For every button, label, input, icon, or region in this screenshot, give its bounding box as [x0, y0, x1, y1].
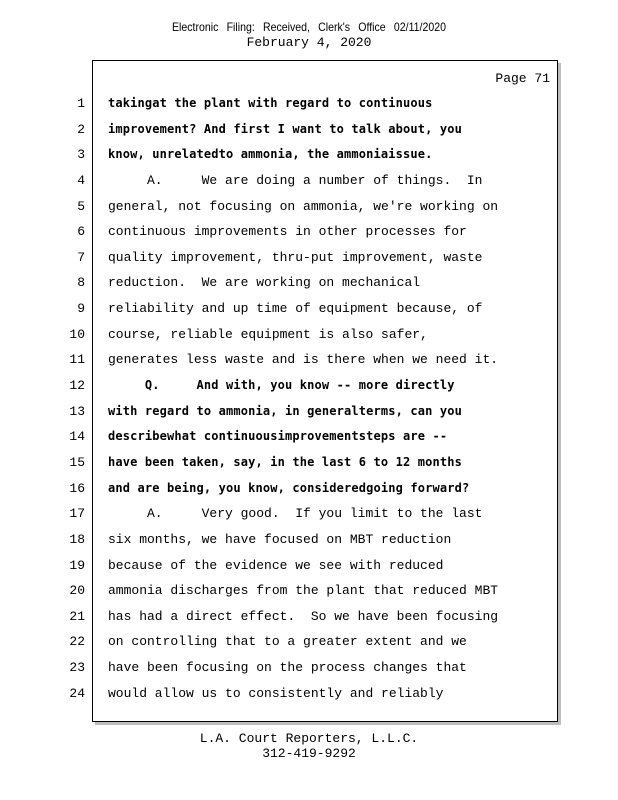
line-text: A. We are doing a number of things. In	[108, 172, 483, 188]
transcript-line	[0, 347, 618, 373]
transcript-line	[0, 270, 618, 296]
line-text: ammonia discharges from the plant that reduced MBT	[108, 583, 499, 599]
line-number: 21	[69, 608, 85, 624]
line-text: Q. And with, you know -- more directly	[108, 378, 455, 393]
transcript-line	[0, 527, 618, 553]
line-text: would allow us to consistently and reliably	[108, 685, 444, 701]
transcript-line	[0, 424, 618, 450]
line-number: 22	[69, 634, 85, 650]
line-number: 14	[69, 429, 85, 445]
filing-stamp: Electronic Filing: Received, Clerk's Office 02/11/2020	[172, 20, 446, 34]
line-text: because of the evidence we see with reduced	[108, 557, 444, 573]
transcript-line	[0, 245, 618, 271]
transcript-line	[0, 604, 618, 630]
transcript-date: February 4, 2020	[246, 35, 372, 50]
line-text: have been taken, say, in the last 6 to 12 months	[108, 454, 462, 469]
page-number: Page 71	[495, 71, 550, 86]
line-text: reliability and up time of equipment because, of	[108, 301, 483, 317]
line-text: general, not focusing on ammonia, we're working on	[108, 198, 499, 214]
line-text: course, reliable equipment is also safer,	[108, 326, 428, 342]
transcript-line	[0, 142, 618, 168]
transcript-line	[0, 219, 618, 245]
transcript-line	[0, 399, 618, 425]
transcript-line	[0, 296, 618, 322]
line-number: 15	[69, 454, 85, 470]
line-text: continuous improvements in other processes for	[108, 224, 467, 240]
transcript-lines	[0, 91, 618, 706]
court-reporter-phone: 312-419-9292	[262, 746, 356, 761]
line-text: with regard to ammonia, in generalterms, can you	[108, 403, 462, 418]
transcript-line	[0, 450, 618, 476]
line-number: 24	[69, 685, 85, 701]
transcript-line	[0, 168, 618, 194]
line-number: 11	[69, 352, 85, 368]
court-reporter-name: L.A. Court Reporters, L.L.C.	[199, 731, 419, 746]
line-text: have been focusing on the process changes that	[108, 660, 467, 676]
transcript-line	[0, 629, 618, 655]
line-number: 5	[77, 198, 85, 214]
line-text: improvement? And first I want to talk about, you	[108, 121, 462, 136]
line-number: 13	[69, 403, 85, 419]
transcript-line	[0, 194, 618, 220]
line-number: 4	[77, 172, 85, 188]
line-number: 18	[69, 531, 85, 547]
line-number: 9	[77, 301, 85, 317]
line-text: describewhat continuousimprovementsteps are --	[108, 429, 448, 444]
transcript-line	[0, 476, 618, 502]
line-number: 10	[69, 326, 85, 342]
transcript-line	[0, 681, 618, 707]
transcript-line	[0, 553, 618, 579]
line-number: 19	[69, 557, 85, 573]
transcript-line	[0, 91, 618, 117]
line-number: 23	[69, 660, 85, 676]
line-text: and are being, you know, consideredgoing forward?	[108, 480, 470, 495]
line-number: 7	[77, 249, 85, 265]
line-number: 1	[77, 96, 85, 111]
line-number: 3	[77, 147, 85, 163]
line-text: takingat the plant with regard to continuous	[108, 96, 433, 110]
line-number: 20	[69, 583, 85, 599]
transcript-line	[0, 578, 618, 604]
transcript-line	[0, 655, 618, 681]
line-number: 6	[77, 224, 85, 240]
line-number: 12	[69, 378, 85, 394]
transcript-line	[0, 322, 618, 348]
line-text: generates less waste and is there when we need it.	[108, 352, 499, 368]
line-text: know, unrelatedto ammonia, the ammoniaissue.	[108, 147, 433, 162]
line-number: 17	[69, 506, 85, 522]
transcript-line	[0, 117, 618, 143]
transcript-line	[0, 373, 618, 399]
line-number: 8	[77, 275, 85, 291]
line-text: has had a direct effect. So we have been focusing	[108, 608, 499, 624]
line-text: reduction. We are working on mechanical	[108, 275, 421, 291]
line-text: quality improvement, thru-put improvement, waste	[108, 249, 483, 265]
line-text: six months, we have focused on MBT reduction	[108, 531, 452, 547]
line-text: A. Very good. If you limit to the last	[108, 506, 483, 522]
line-number: 16	[69, 480, 85, 496]
transcript-line	[0, 501, 618, 527]
line-text: on controlling that to a greater extent and we	[108, 634, 467, 650]
line-number: 2	[77, 121, 85, 137]
